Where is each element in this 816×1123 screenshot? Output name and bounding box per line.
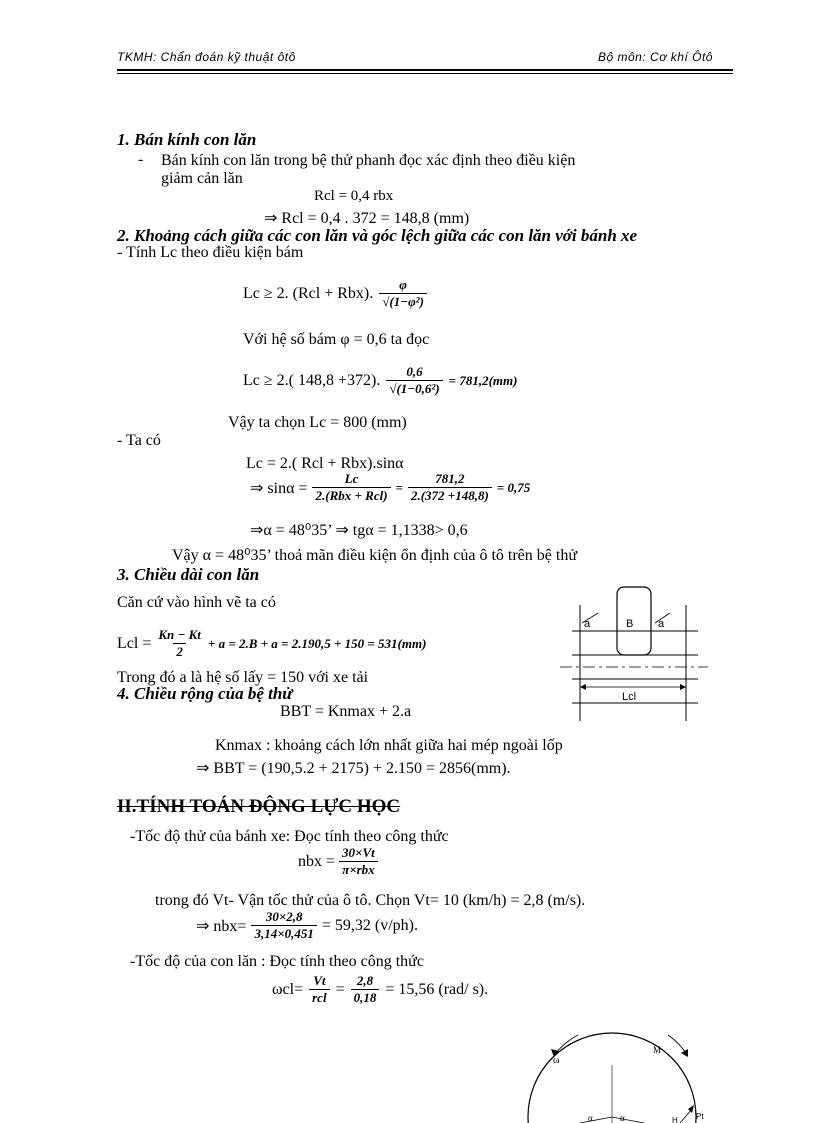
s1-formula-2: ⇒ Rcl = 0,4 . 372 = 148,8 (mm) bbox=[264, 210, 470, 227]
s5-f1-den: π×rbx bbox=[339, 861, 378, 878]
s4-formula-2: ⇒ BBT = (190,5.2 + 2175) + 2.150 = 2856(mm). bbox=[196, 760, 511, 777]
s2-f1-fraction bbox=[379, 278, 427, 310]
s5-f2-fraction bbox=[251, 910, 316, 942]
fig-label-a-right: a bbox=[658, 618, 665, 630]
s5-f1-fraction bbox=[339, 846, 378, 878]
s5-f3-left: ωcl= bbox=[272, 980, 304, 998]
s2-f4-num1: Lc bbox=[344, 471, 359, 486]
s3-f-den: 2 bbox=[173, 643, 186, 660]
s5-f3-num1: Vt bbox=[313, 973, 326, 988]
s3-f-left: Lcl = bbox=[117, 634, 152, 652]
section-1-heading: 1. Bán kính con lăn bbox=[117, 130, 257, 149]
s2-f4-fraction-1 bbox=[312, 472, 390, 504]
s4-knmax: Knmax : khoảng cách lớn nhất giữa hai mép ngoài lốp bbox=[215, 737, 563, 754]
s3-line1: Căn cứ vào hình vẽ ta có bbox=[117, 594, 276, 611]
fig-h-label: H bbox=[672, 1116, 678, 1123]
s2-f4-num2: 781,2 bbox=[435, 471, 465, 486]
s5-f3-den2: 0,18 bbox=[351, 989, 380, 1006]
s2-f2-left: Lc ≥ 2.( 148,8 +372). bbox=[243, 371, 381, 389]
s2-conclusion: Vậy α = 48⁰35’ thoả mãn điều kiện ổn định của ô tô trên bệ thử bbox=[172, 547, 577, 564]
roller-length-figure bbox=[560, 583, 710, 723]
s2-f1-left: Lc ≥ 2. (Rcl + Rbx). bbox=[243, 284, 374, 302]
fig-omega-label: ω bbox=[553, 1055, 560, 1066]
s2-f2-num: 0,6 bbox=[406, 364, 423, 379]
s1-line1: Bán kính con lăn trong bệ thử phanh đọc xác định theo điều kiện bbox=[161, 152, 576, 169]
s5-line1: -Tốc độ thử của bánh xe: Đọc tính theo công thức bbox=[130, 828, 449, 845]
s5-formula-2 bbox=[196, 910, 418, 942]
s2-f1-num: φ bbox=[399, 277, 407, 292]
s2-f4-fraction-2 bbox=[408, 472, 492, 504]
s5-f1-num: 30×Vt bbox=[342, 845, 375, 860]
s2-formula-3: Lc = 2.( Rcl + Rbx).sinα bbox=[246, 455, 404, 472]
s5-f1-left: nbx = bbox=[298, 852, 336, 870]
s1-formula-1: Rcl = 0,4 rbx bbox=[314, 188, 394, 204]
s2-choose: Vậy ta chọn Lc = 800 (mm) bbox=[228, 414, 407, 431]
s2-formula-5: ⇒α = 48⁰35’ ⇒ tgα = 1,1338> 0,6 bbox=[250, 522, 468, 539]
s5-f3-fraction-2 bbox=[351, 974, 380, 1006]
s3-f-right: + a = 2.B + a = 2.190,5 + 150 = 531(mm) bbox=[207, 635, 427, 651]
fig-label-b: B bbox=[626, 618, 634, 630]
fig-pt-label: Pt bbox=[696, 1112, 704, 1121]
s5-f3-den1: rcl bbox=[309, 989, 329, 1006]
s2-f4-left: ⇒ sinα = bbox=[250, 479, 308, 497]
section-ii-heading: II.TÍNH TOÁN ĐỘNG LỰC HỌC bbox=[117, 796, 401, 817]
section-3-heading: 3. Chiều dài con lăn bbox=[117, 565, 260, 584]
s5-f2-left: ⇒ nbx= bbox=[196, 917, 247, 935]
s2-formula-4: ⇒ sinα = $\frac{Lc}{\text{2.(Rbx + Rcl)}}$ = $\frac{781,2}{2.(372 +148,8)}$ = 0,75 bbox=[250, 471, 531, 503]
s5-line2: trong đó Vt- Vận tốc thử của ô tô. Chọn Vt= 10 (km/h) = 2,8 (m/s). bbox=[155, 892, 586, 909]
wheel-force-figure bbox=[520, 1005, 720, 1123]
s5-line3: -Tốc độ của con lăn : Đọc tính theo công thức bbox=[130, 953, 424, 970]
s2-phi-line: Với hệ số bám φ = 0,6 ta đọc bbox=[243, 331, 430, 348]
s5-f2-num: 30×2,8 bbox=[265, 909, 303, 924]
fig-m-label: M bbox=[653, 1045, 662, 1055]
header-right: Bộ môn: Cơ khí Ôtô bbox=[598, 50, 713, 64]
s3-f-num: Kn − Kt bbox=[158, 627, 201, 642]
fig-alpha-right: α bbox=[620, 1113, 625, 1123]
s2-formula-2 bbox=[243, 365, 517, 397]
section-2-heading: 2. Khoảng cách giữa các con lăn và góc lệch giữa các con lăn với bánh xe bbox=[117, 226, 638, 245]
s2-f2-right: = 781,2(mm) bbox=[448, 372, 518, 388]
s3-line2: Trong đó a là hệ số lấy = 150 với xe tải bbox=[117, 669, 369, 686]
header-rule bbox=[117, 69, 733, 71]
s2-taco: - Ta có bbox=[117, 432, 161, 449]
s2-f1-den: √(1−φ²) bbox=[379, 293, 427, 310]
s2-f4-den1: 2.(Rbx + Rcl) bbox=[312, 487, 390, 504]
s2-intro: - Tính Lc theo điều kiện bám bbox=[117, 244, 304, 261]
s2-f4-den2: 2.(372 +148,8) bbox=[408, 487, 492, 504]
s5-f3-right: = 15,56 (rad/ s). bbox=[385, 980, 489, 998]
s5-formula-1 bbox=[298, 846, 378, 878]
header-rule-thin bbox=[117, 73, 733, 74]
s3-formula bbox=[117, 628, 426, 660]
section-4-heading: 4. Chiều rộng của bệ thử bbox=[117, 684, 293, 703]
s1-line2: giảm cản lăn bbox=[161, 170, 243, 187]
s5-f2-right: = 59,32 (v/ph). bbox=[321, 916, 418, 934]
fig-label-lcl: Lcl bbox=[622, 691, 637, 703]
header-left: TKMH: Chẩn đoán kỹ thuật ôtô bbox=[117, 50, 296, 64]
s5-f3-fraction-1 bbox=[309, 974, 329, 1006]
s4-formula-1: BBT = Knmax + 2.a bbox=[280, 703, 412, 720]
s5-formula-3: ωcl= $\frac{Vt}{\text{rcl}}$ = $\frac{2,8}{0,18}$ = 15,56 (rad/ s). bbox=[272, 973, 489, 1005]
s2-f2-fraction bbox=[386, 365, 442, 397]
s2-formula-1 bbox=[243, 278, 427, 310]
fig-label-a-left: a bbox=[584, 618, 591, 630]
s5-f3-num2: 2,8 bbox=[356, 973, 374, 988]
fig-alpha-left: α bbox=[588, 1113, 593, 1123]
s2-f4-right: = 0,75 bbox=[496, 479, 531, 495]
bullet: - bbox=[138, 151, 144, 168]
s3-f-fraction bbox=[155, 628, 204, 660]
s5-f2-den: 3,14×0,451 bbox=[251, 925, 316, 942]
s2-f2-den: √(1−0,6²) bbox=[386, 380, 442, 397]
